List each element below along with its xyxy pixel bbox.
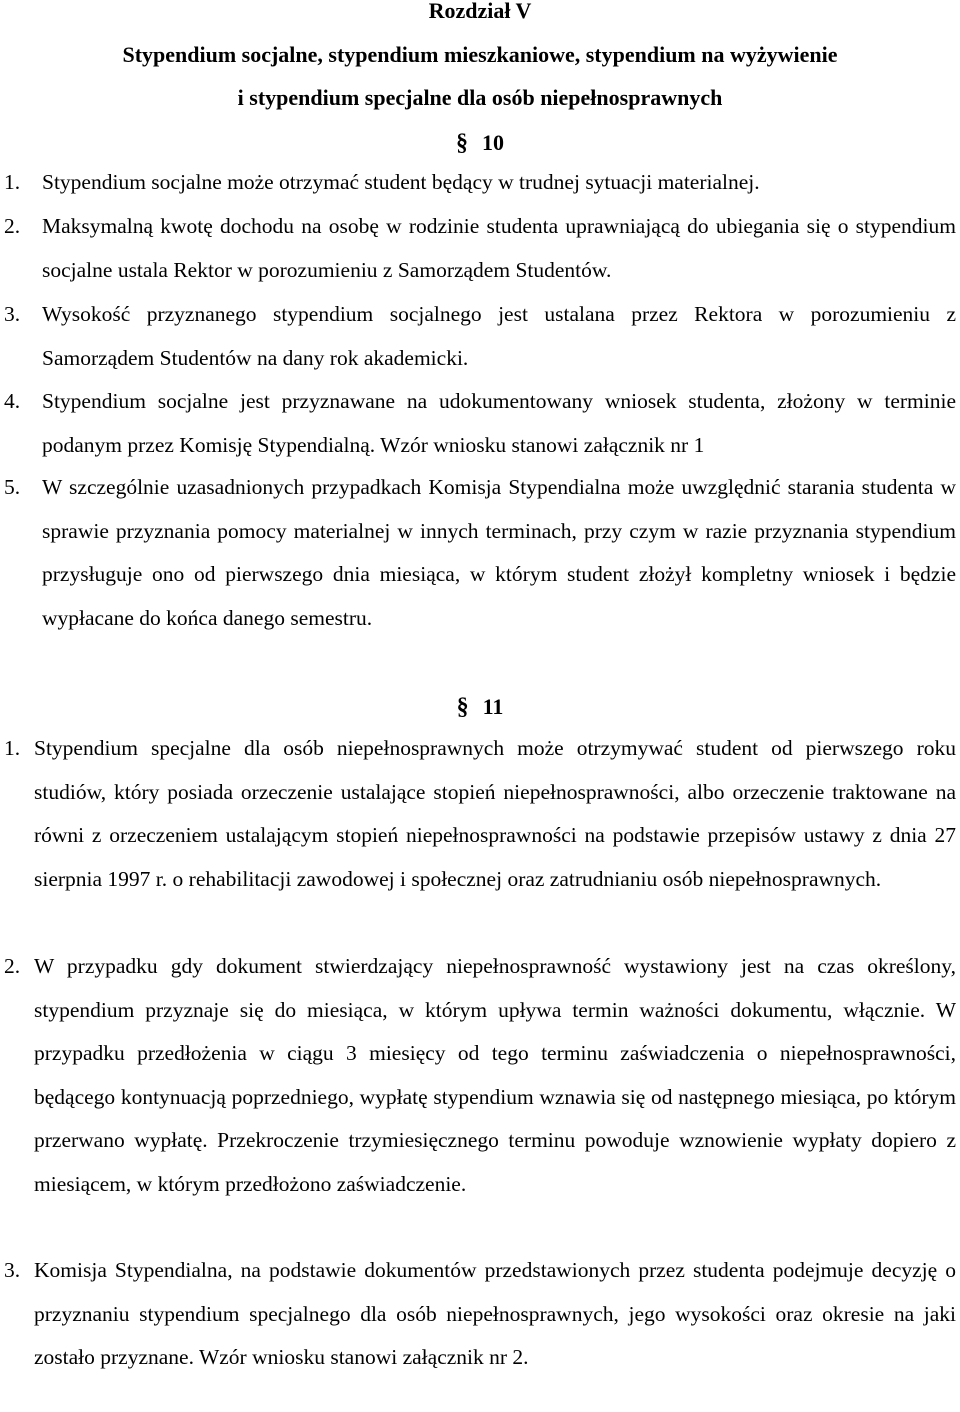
- paragraph-10-2: [4, 205, 956, 292]
- section-heading-11: [0, 695, 960, 719]
- paragraph-text: Wysokość przyznanego stypendium socjalnego jest ustalana przez Rektora w porozumieniu z Samorządem Studentów na dany rok akademicki.: [42, 302, 956, 370]
- paragraph-text: W przypadku gdy dokument stwierdzający niepełnosprawność wystawiony jest na czas określony, stypendium przyznaje się do miesiąca, w którym upływa termin ważności dokumentu, włącznie. W przypadku przedłożenia w ciągu 3 miesięcy od tego terminu zaświadczenia o niepełnosprawności, będącego kontynuacją poprzedniego, wypłatę stypendium wznawia się od następnego miesiąca, po którym przerwano wypłatę. Przekroczenie trzymiesięcznego terminu powoduje wznowienie wypłaty dopiero z miesiącem, w którym przedłożono zaświadczenie.: [34, 954, 956, 1196]
- section-sign: §: [456, 694, 469, 720]
- chapter-title: Rozdział V: [428, 0, 532, 23]
- paragraph-text: Stypendium socjalne jest przyznawane na udokumentowany wniosek studenta, złożony w terminie podanym przez Komisję Stypendialną. Wzór wniosku stanowi załącznik nr 1: [42, 389, 956, 457]
- paragraph-11-3: [4, 1249, 956, 1380]
- paragraph-text: W szczególnie uzasadnionych przypadkach Komisja Stypendialna może uwzględnić starania studenta w sprawie przyznania pomocy materialnej w innych terminach, przy czym w razie przyznania stypendium przysługuje ono od pierwszego dnia miesiąca, w którym student złożył kompletny wniosek i będzie wypłacane do końca danego semestru.: [42, 475, 956, 630]
- paragraph-text: Komisja Stypendialna, na podstawie dokumentów przedstawionych przez studenta podejmuje decyzję o przyznaniu stypendium specjalnego dla osób niepełnosprawnych, jego wysokości oraz okresie na jaki zostało przyznane. Wzór wniosku stanowi załącznik nr 2.: [34, 1258, 956, 1369]
- paragraph-10-5: [4, 466, 956, 640]
- paragraph-number: 3.: [4, 302, 21, 326]
- paragraph-11-1: [4, 727, 956, 901]
- paragraph-10-1: [4, 161, 956, 205]
- paragraph-number: 3.: [4, 1258, 21, 1282]
- paragraph-number: 5.: [4, 475, 21, 499]
- paragraph-number: 1.: [4, 170, 21, 194]
- paragraph-10-4: [4, 380, 956, 467]
- paragraph-number: 2.: [4, 954, 21, 978]
- paragraph-text: Stypendium specjalne dla osób niepełnosprawnych może otrzymywać student od pierwszego roku studiów, który posiada orzeczenie ustalające stopień niepełnosprawności, albo orzeczenie traktowane na równi z orzeczeniem ustalającym stopień niepełnosprawności na podstawie przepisów ustawy z dnia 27 sierpnia 1997 r. o rehabilitacji zawodowej i społecznej oraz zatrudnianiu osób niepełnosprawnych.: [34, 736, 956, 891]
- paragraph-number: 4.: [4, 389, 21, 413]
- section-heading-10: [0, 131, 960, 155]
- section-number: 10: [482, 130, 504, 155]
- section-sign: §: [456, 130, 468, 156]
- paragraph-text: Maksymalną kwotę dochodu na osobę w rodzinie studenta uprawniającą do ubiegania się o stypendium socjalne ustala Rektor w porozumieniu z Samorządem Studentów.: [42, 214, 956, 282]
- paragraph-number: 2.: [4, 214, 21, 238]
- chapter-subtitle-line2: i stypendium specjalne dla osób niepełnosprawnych: [237, 85, 723, 110]
- chapter-subtitle-line1: Stypendium socjalne, stypendium mieszkaniowe, stypendium na wyżywienie: [122, 42, 838, 67]
- section-number: 11: [482, 694, 504, 719]
- paragraph-text: Stypendium socjalne może otrzymać student będący w trudnej sytuacji materialnej.: [42, 170, 760, 194]
- paragraph-number: 1.: [4, 736, 21, 760]
- paragraph-10-3: [4, 293, 956, 380]
- paragraph-11-2: [4, 945, 956, 1206]
